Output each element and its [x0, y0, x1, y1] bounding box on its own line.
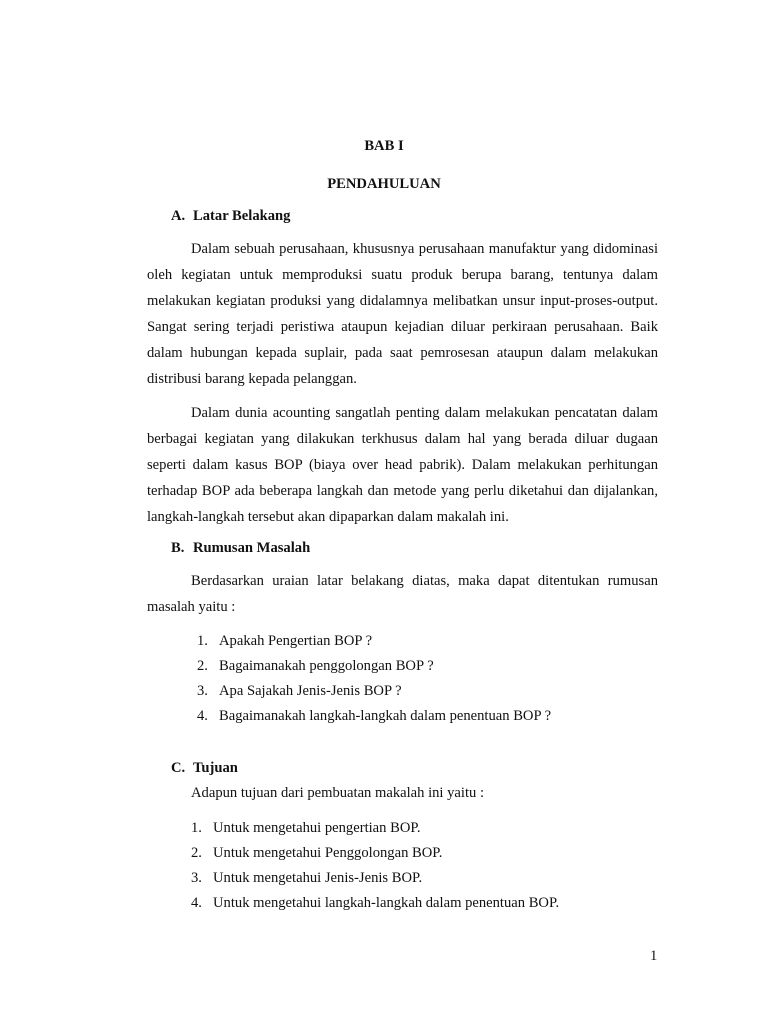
- paragraph-latar-belakang-2: Dalam dunia acounting sangatlah penting dalam melakukan pencatatan dalam berbagai kegiatan yang dilakukan terkhusus dalam hal yang berada diluar dugaan seperti dalam kasus BOP (biaya over head pabrik). Dalam melakukan perhitungan terhadap BOP ada beberapa langkah dan metode yang perlu diketahui dan dijalankan, langkah-langkah tersebut akan dipaparkan dalam makalah ini.: [147, 405, 658, 525]
- page-number: 1: [650, 948, 658, 964]
- list-item: 3. Untuk mengetahui Jenis-Jenis BOP.: [191, 870, 423, 886]
- list-item: 2. Bagaimanakah penggolongan BOP ?: [197, 658, 434, 674]
- section-letter: A.: [171, 208, 186, 224]
- list-item: 1. Untuk mengetahui pengertian BOP.: [191, 820, 421, 836]
- list-item: 4. Untuk mengetahui langkah-langkah dalam penentuan BOP.: [191, 895, 560, 911]
- list-item: 3. Apa Sajakah Jenis-Jenis BOP ?: [197, 683, 402, 699]
- section-letter: C.: [171, 760, 186, 776]
- chapter-number: BAB I: [364, 138, 404, 154]
- section-title: Latar Belakang: [193, 208, 291, 224]
- paragraph-rumusan-masalah-intro: Berdasarkan uraian latar belakang diatas, maka dapat ditentukan rumusan masalah yaitu :: [147, 573, 658, 615]
- chapter-title: PENDAHULUAN: [327, 176, 441, 192]
- rumusan-masalah-list: [197, 629, 551, 729]
- list-item: 4. Bagaimanakah langkah-langkah dalam penentuan BOP ?: [197, 708, 552, 724]
- paragraph-latar-belakang-1: Dalam sebuah perusahaan, khususnya perusahaan manufaktur yang didominasi oleh kegiatan untuk memproduksi suatu produk berupa barang, tentunya dalam melakukan kegiatan produksi yang didalamnya melibatkan unsur input-proses-output. Sangat sering terjadi peristiwa ataupun kejadian diluar perkiraan perusahaan. Baik dalam hubungan kepada suplair, pada saat pemrosesan ataupun dalam melakukan distribusi barang kepada pelanggan.: [147, 241, 658, 387]
- section-heading-tujuan: [171, 760, 238, 777]
- list-item: 1. Apakah Pengertian BOP ?: [197, 633, 373, 649]
- tujuan-intro: Adapun tujuan dari pembuatan makalah ini yaitu :: [191, 785, 485, 801]
- section-title: Rumusan Masalah: [193, 540, 311, 556]
- section-letter: B.: [171, 540, 185, 556]
- tujuan-list: [191, 816, 559, 916]
- section-heading-latar-belakang: [171, 208, 290, 225]
- list-item: 2. Untuk mengetahui Penggolongan BOP.: [191, 845, 443, 861]
- section-heading-rumusan-masalah: [171, 540, 310, 557]
- section-title: Tujuan: [193, 760, 238, 776]
